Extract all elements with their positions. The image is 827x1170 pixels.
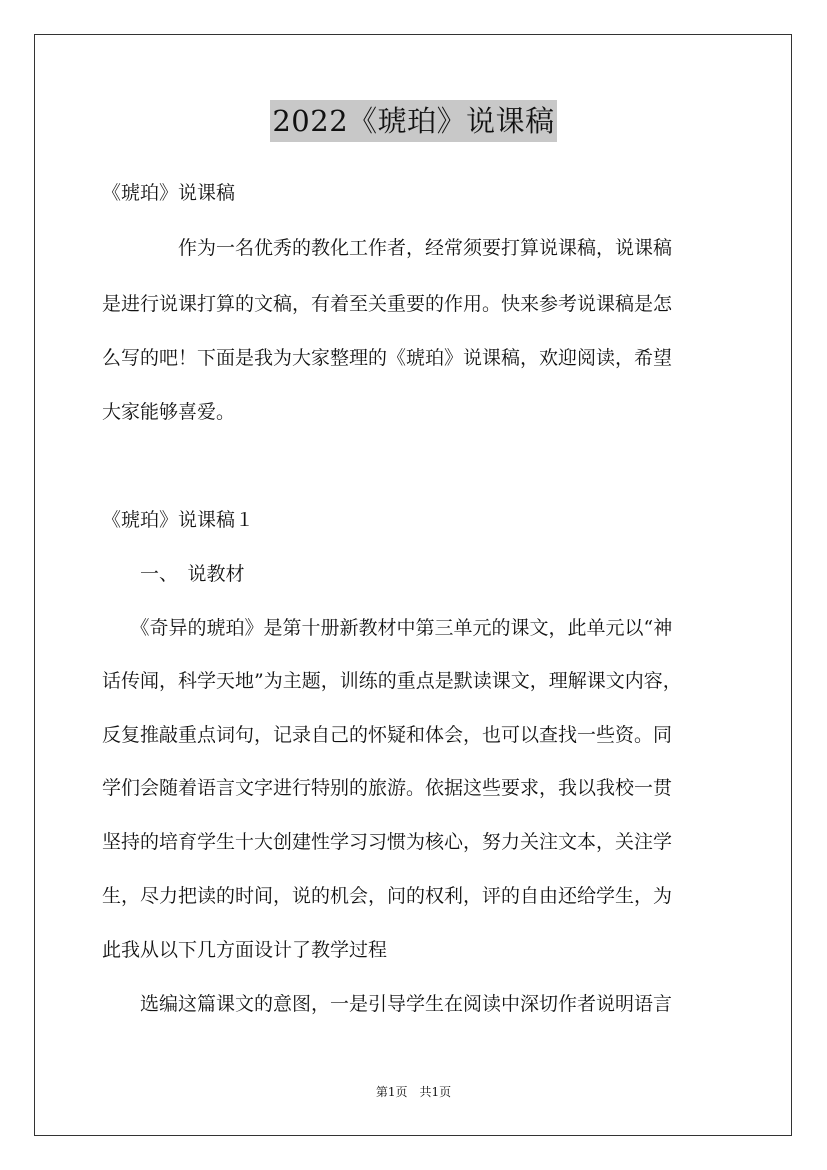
page-footer: 第1页 共1页 xyxy=(375,1085,452,1099)
text-line-10: 反复推敲重点词句，记录自己的怀疑和体会，也可以查找一些资。同 xyxy=(102,724,673,746)
text-line-14: 此我从以下几方面设计了教学过程 xyxy=(102,939,388,961)
text-line-13: 生，尽力把读的时间，说的机会，问的权利，评的自由还给学生，为 xyxy=(102,885,673,907)
document-title: 2022《琥珀》说课稿 xyxy=(270,100,556,142)
text-line-2: 作为一名优秀的教化工作者，经常须要打算说课稿，说课稿 xyxy=(102,237,673,259)
text-line-9: 话传闻，科学天地”为主题，训练的重点是默读课文，理解课文内容， xyxy=(102,670,682,692)
section-heading: 《琥珀》说课稿１ xyxy=(102,509,255,531)
text-line-11: 学们会随着语言文字进行特别的旅游。依据这些要求，我以我校一贯 xyxy=(102,777,673,799)
subsection-heading: 一、 说教材 xyxy=(102,563,245,585)
text-line-15: 选编这篇课文的意图，一是引导学生在阅读中深切作者说明语言 xyxy=(102,993,673,1015)
title-container xyxy=(0,100,827,142)
text-line-3: 是进行说课打算的文稿，有着至关重要的作用。快来参考说课稿是怎 xyxy=(102,293,673,315)
text-line-4: 么写的吧！下面是我为大家整理的《琥珀》说课稿，欢迎阅读，希望 xyxy=(102,347,673,369)
text-line-12: 坚持的培育学生十大创建性学习习惯为核心，努力关注文本，关注学 xyxy=(102,831,673,853)
text-line-1: 《琥珀》说课稿 xyxy=(102,182,236,204)
text-line-5: 大家能够喜爱。 xyxy=(102,401,236,423)
text-line-8: 《奇异的琥珀》是第十册新教材中第三单元的课文，此单元以“神 xyxy=(102,617,673,639)
